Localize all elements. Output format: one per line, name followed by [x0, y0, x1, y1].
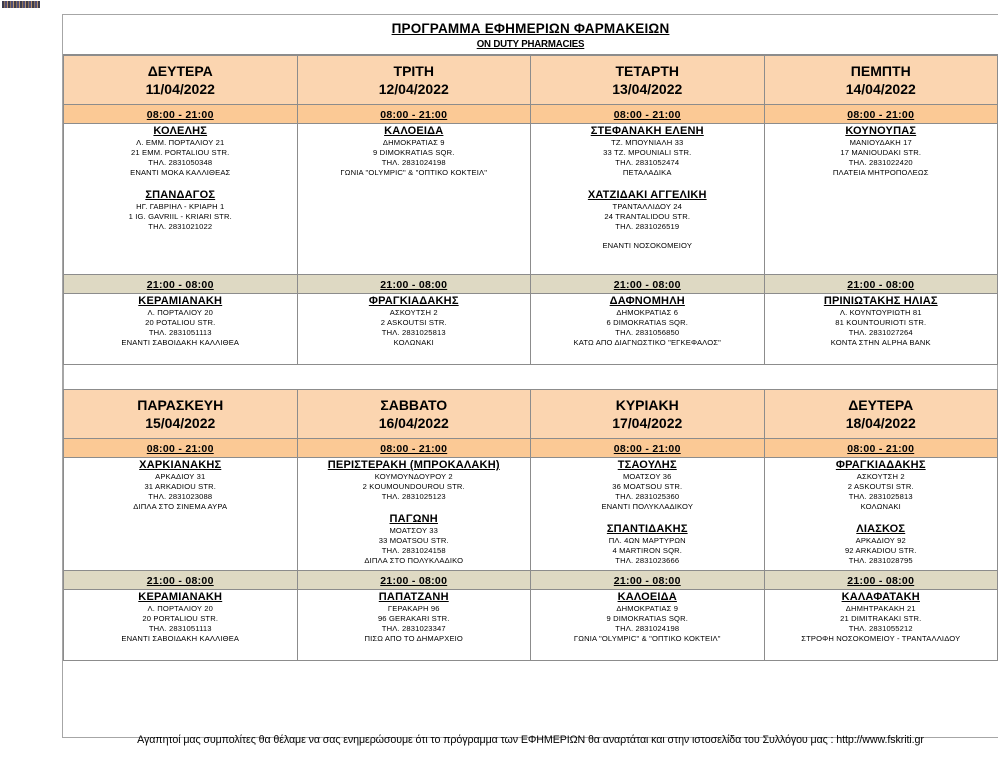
pharmacy-entry — [298, 458, 531, 502]
night-shift-cell — [64, 294, 298, 365]
pharmacy-address-en: 20 PORTALIOU STR. — [142, 614, 219, 623]
day-shift-cell — [531, 458, 765, 571]
pharmacy-address-en: 24 TRANTALIDOU STR. — [604, 212, 691, 221]
day-name: ΠΕΜΠΤΗ — [850, 63, 911, 79]
day-header-cell — [531, 56, 765, 105]
shift-label: 08:00 - 21:00 — [613, 109, 681, 121]
pharmacy-phone: ΤΗΛ. 2831028795 — [848, 556, 913, 565]
pharmacy-name: ΚΑΛΟΕΙΔΑ — [384, 125, 444, 137]
pharmacy-address-en: 9 DIMOKRATIAS SQR. — [373, 148, 455, 157]
night-shift-label-cell — [64, 275, 298, 294]
pharmacy-name: ΚΕΡΑΜΙΑΝΑΚΗ — [138, 295, 223, 307]
pharmacy-name: ΛΙΑΣΚΟΣ — [856, 523, 906, 535]
pharmacy-address-gr: ΠΛ. 4ΩΝ ΜΑΡΤΥΡΩΝ — [608, 536, 686, 545]
day-date: 17/04/2022 — [612, 415, 683, 431]
shift-label: 21:00 - 08:00 — [380, 279, 448, 291]
pharmacy-entry — [298, 590, 531, 644]
pharmacy-name: ΚΟΛΕΛΗΣ — [153, 125, 208, 137]
pharmacy-address-gr: ΑΡΚΑΔΙΟΥ 31 — [155, 472, 206, 481]
pharmacy-note: ΠΕΤΑΛΑΔΙΚΑ — [622, 168, 672, 177]
pharmacy-note: ΔΙΠΛΑ ΣΤΟ ΠΟΛΥΚΛΑΔΙΚΟ — [364, 556, 464, 565]
pharmacy-entry — [64, 124, 297, 178]
pharmacy-entry — [531, 522, 764, 566]
day-shift-cell — [64, 458, 298, 571]
day-name: ΚΥΡΙΑΚΗ — [615, 397, 679, 413]
pharmacy-phone: ΤΗΛ. 2831024198 — [615, 624, 680, 633]
pharmacy-address-gr: ΗΓ. ΓΑΒΡΙΗΛ - ΚΡΙΑΡΗ 1 — [136, 202, 225, 211]
pharmacy-name: ΧΑΤΖΙΔΑΚΙ ΑΓΓΕΛΙΚΗ — [587, 189, 707, 201]
pharmacy-address-gr: ΑΣΚΟΥΤΣΗ 2 — [389, 308, 438, 317]
pharmacy-address-gr: ΜΟΑΤΣΟΥ 36 — [622, 472, 672, 481]
day-date: 16/04/2022 — [378, 415, 449, 431]
pharmacy-phone: ΤΗΛ. 2831023347 — [381, 624, 446, 633]
document-title-block — [63, 15, 998, 55]
shift-label: 08:00 - 21:00 — [380, 109, 448, 121]
shift-label: 21:00 - 08:00 — [847, 575, 915, 587]
pharmacy-address-gr: ΔΗΜΟΚΡΑΤΙΑΣ 9 — [382, 138, 445, 147]
pharmacy-note: ΣΤΡΟΦΗ ΝΟΣΟΚΟΜΕΙΟΥ - ΤΡΑΝΤΑΛΛΙΔΟΥ — [801, 634, 961, 643]
pharmacy-address-en: 92 ARKADIOU STR. — [844, 546, 917, 555]
day-shift-cell — [531, 124, 765, 275]
day-name: ΤΕΤΑΡΤΗ — [615, 63, 679, 79]
shift-label: 21:00 - 08:00 — [613, 575, 681, 587]
night-shift-cell — [531, 590, 765, 661]
pharmacy-name: ΔΑΦΝΟΜΗΛΗ — [609, 295, 685, 307]
shift-label: 08:00 - 21:00 — [847, 109, 915, 121]
pharmacy-name: ΧΑΡΚΙΑΝΑΚΗΣ — [139, 459, 222, 471]
night-shift-label-cell — [531, 275, 765, 294]
pharmacy-address-gr: Λ. ΚΟΥΝΤΟΥΡΙΩΤΗ 81 — [839, 308, 922, 317]
shift-label: 21:00 - 08:00 — [847, 279, 915, 291]
page-corner-artifact — [2, 1, 40, 8]
pharmacy-address-gr: ΤΖ. ΜΠΟΥΝΙΑΛΗ 33 — [611, 138, 684, 147]
pharmacy-entry — [64, 188, 297, 232]
night-shift-cell — [297, 294, 531, 365]
week-separator — [63, 365, 998, 389]
pharmacy-note: ΠΛΑΤΕΙΑ ΜΗΤΡΟΠΟΛΕΩΣ — [832, 168, 929, 177]
pharmacy-entry — [531, 590, 764, 644]
day-shift-label-cell — [764, 439, 998, 458]
pharmacy-phone: ΤΗΛ. 2831024198 — [381, 158, 446, 167]
pharmacy-entry — [298, 124, 531, 178]
pharmacy-note: ΕΝΑΝΤΙ ΜΟΚΑ ΚΑΛΛΙΘΕΑΣ — [130, 168, 231, 177]
night-shift-cell — [64, 590, 298, 661]
pharmacy-name: ΣΠΑΝΔΑΓΟΣ — [145, 189, 216, 201]
night-shift-content-row — [64, 590, 998, 661]
pharmacy-note: ΕΝΑΝΤΙ ΣΑΒΟΙΔΑΚΗ ΚΑΛΛΙΘΕΑ — [121, 338, 240, 347]
page-subtitle: ON DUTY PHARMACIES — [476, 38, 585, 50]
shift-label: 21:00 - 08:00 — [146, 279, 214, 291]
pharmacy-entry — [64, 458, 297, 512]
shift-label: 08:00 - 21:00 — [146, 109, 214, 121]
day-header-cell — [531, 390, 765, 439]
day-date: 11/04/2022 — [145, 81, 215, 97]
night-shift-label-row — [64, 275, 998, 294]
pharmacy-address-en: 96 GERAKARI STR. — [377, 614, 450, 623]
day-header-cell — [297, 390, 531, 439]
pharmacy-address-en: 2 ASKOUTSI STR. — [380, 318, 447, 327]
pharmacy-name: ΠΕΡΙΣΤΕΡΑΚΗ (ΜΠΡΟΚΑΛΑΚΗ) — [327, 459, 500, 471]
pharmacy-name: ΦΡΑΓΚΙΑΔΑΚΗΣ — [368, 295, 459, 307]
pharmacy-name: ΚΑΛΟΕΙΔΑ — [617, 591, 677, 603]
day-header-row — [64, 56, 998, 105]
pharmacy-address-en: 9 DIMOKRATIAS SQR. — [606, 614, 688, 623]
pharmacy-entry — [531, 188, 764, 251]
day-shift-cell — [764, 458, 998, 571]
pharmacy-name: ΠΑΓΩΝΗ — [389, 513, 438, 525]
pharmacy-entry — [765, 458, 998, 512]
day-header-cell — [64, 390, 298, 439]
shift-label: 08:00 - 21:00 — [380, 443, 448, 455]
night-shift-label-cell — [64, 571, 298, 590]
day-shift-cell — [297, 124, 531, 275]
pharmacy-entry — [64, 590, 297, 644]
pharmacy-name: ΚΟΥΝΟΥΠΑΣ — [845, 125, 917, 137]
pharmacy-note: ΕΝΑΝΤΙ ΝΟΣΟΚΟΜΕΙΟΥ — [602, 241, 693, 250]
pharmacy-phone: ΤΗΛ. 2831022420 — [848, 158, 913, 167]
pharmacy-entry — [765, 522, 998, 566]
pharmacy-address-en: 1 IG. GAVRIIL - KRIARI STR. — [128, 212, 232, 221]
pharmacy-address-en: 31 ARKADIOU STR. — [144, 482, 217, 491]
pharmacy-address-gr: ΑΡΚΑΔΙΟΥ 92 — [855, 536, 906, 545]
day-shift-label-cell — [64, 105, 298, 124]
day-name: ΔΕΥΤΕΡΑ — [147, 63, 213, 79]
pharmacy-note: ΓΩΝΙΑ "OLYMPIC" & "ΟΠΤΙΚΟ ΚΟΚΤΕΙΛ" — [340, 168, 488, 177]
shift-label: 21:00 - 08:00 — [380, 575, 448, 587]
pharmacy-name: ΚΕΡΑΜΙΑΝΑΚΗ — [138, 591, 223, 603]
pharmacy-note: ΕΝΑΝΤΙ ΣΑΒΟΙΔΑΚΗ ΚΑΛΛΙΘΕΑ — [121, 634, 240, 643]
pharmacy-phone: ΤΗΛ. 2831025123 — [381, 492, 446, 501]
day-shift-label-cell — [764, 105, 998, 124]
day-shift-label-cell — [531, 439, 765, 458]
pharmacy-address-en: 33 TZ. MPOUNIALI STR. — [603, 148, 692, 157]
pharmacy-address-gr: Λ. ΠΟΡΤΑΛΙΟΥ 20 — [147, 604, 213, 613]
pharmacy-address-gr: ΔΗΜΟΚΡΑΤΙΑΣ 6 — [616, 308, 679, 317]
pharmacy-address-en: 17 MANIOUDAKI STR. — [840, 148, 922, 157]
footer-note: Αγαπητοί μας συμπολίτες θα θέλαμε να σας ενημερώσουμε ότι το πρόγραμμα των ΕΦΗΜΕΡΙΩΝ θα αναρτάται και στην ιστοσελίδα του Συλλόγου μας : http://www.fskriti.gr — [137, 734, 924, 746]
pharmacy-entry — [298, 512, 531, 566]
night-shift-label-cell — [764, 571, 998, 590]
pharmacy-phone: ΤΗΛ. 2831050348 — [148, 158, 213, 167]
day-date: 15/04/2022 — [145, 415, 216, 431]
day-shift-label-cell — [297, 439, 531, 458]
night-shift-label-row — [64, 571, 998, 590]
pharmacy-address-en: 20 POTALIOU STR. — [145, 318, 216, 327]
pharmacy-phone: ΤΗΛ. 2831052474 — [615, 158, 680, 167]
pharmacy-address-en: 21 DIMITRAKAKI STR. — [840, 614, 922, 623]
pharmacy-address-gr: ΤΡΑΝΤΑΛΛΙΔΟΥ 24 — [612, 202, 682, 211]
pharmacy-address-gr: ΜΟΑΤΣΟΥ 33 — [389, 526, 439, 535]
day-date: 14/04/2022 — [845, 81, 916, 97]
pharmacy-note: ΚΟΛΩΝΑΚΙ — [393, 338, 434, 347]
pharmacy-address-gr: ΔΗΜΗΤΡΑΚΑΚΗ 21 — [845, 604, 916, 613]
pharmacy-name: ΠΑΠΑΤΖΑΝΗ — [378, 591, 449, 603]
day-shift-label-cell — [64, 439, 298, 458]
pharmacy-phone: ΤΗΛ. 2831025813 — [381, 328, 446, 337]
night-shift-label-cell — [297, 571, 531, 590]
pharmacy-address-gr: ΚΟΥΜΟΥΝΔΟΥΡΟΥ 2 — [374, 472, 453, 481]
day-date: 12/04/2022 — [378, 81, 449, 97]
pharmacy-phone: ΤΗΛ. 2831055212 — [848, 624, 913, 633]
pharmacy-name: ΠΡΙΝΙΩΤΑΚΗΣ ΗΛΙΑΣ — [823, 295, 938, 307]
day-header-cell — [764, 390, 998, 439]
pharmacy-note: ΠΙΣΩ ΑΠΟ ΤΟ ΔΗΜΑΡΧΕΙΟ — [364, 634, 463, 643]
pharmacy-phone: ΤΗΛ. 2831026519 — [615, 222, 680, 231]
day-name: ΠΑΡΑΣΚΕΥΗ — [137, 397, 224, 413]
pharmacy-address-en: 6 DIMOKRATIAS SQR. — [606, 318, 688, 327]
night-shift-cell — [531, 294, 765, 365]
shift-label: 08:00 - 21:00 — [146, 443, 214, 455]
day-shift-content-row — [64, 124, 998, 275]
day-date: 18/04/2022 — [845, 415, 916, 431]
pharmacy-address-gr: Λ. ΕΜΜ. ΠΟΡΤΑΛΙΟΥ 21 — [136, 138, 225, 147]
footer — [63, 699, 998, 781]
day-header-row — [64, 390, 998, 439]
pharmacy-entry — [298, 294, 531, 348]
pharmacy-entry — [531, 458, 764, 512]
pharmacy-phone: ΤΗΛ. 2831056850 — [615, 328, 680, 337]
night-shift-cell — [297, 590, 531, 661]
pharmacy-phone: ΤΗΛ. 2831025813 — [848, 492, 913, 501]
pharmacy-name: ΤΣΑΟΥΛΗΣ — [617, 459, 677, 471]
pharmacy-note: ΚΑΤΩ ΑΠΟ ΔΙΑΓΝΩΣΤΙΚΟ "ΕΓΚΕΦΑΛΟΣ" — [573, 338, 721, 347]
pharmacy-note: ΔΙΠΛΑ ΣΤΟ ΣΙΝΕΜΑ ΑΥΡΑ — [133, 502, 228, 511]
day-header-cell — [64, 56, 298, 105]
pharmacy-phone: ΤΗΛ. 2831021022 — [148, 222, 213, 231]
day-shift-cell — [64, 124, 298, 275]
pharmacy-address-gr: Λ. ΠΟΡΤΑΛΙΟΥ 20 — [147, 308, 213, 317]
pharmacy-entry — [531, 294, 764, 348]
pharmacy-address-gr: ΓΕΡΑΚΑΡΗ 96 — [387, 604, 440, 613]
pharmacy-phone: ΤΗΛ. 2831025360 — [615, 492, 680, 501]
pharmacy-address-en: 4 MARTIRON SQR. — [612, 546, 683, 555]
pharmacy-address-en: 21 EMM. PORTALIOU STR. — [131, 148, 230, 157]
pharmacy-entry — [765, 590, 998, 644]
day-date: 13/04/2022 — [612, 81, 683, 97]
pharmacy-note: ΚΟΝΤΑ ΣΤΗΝ ALPHA BANK — [830, 338, 931, 347]
pharmacy-address-en: 33 MOATSOU STR. — [378, 536, 449, 545]
night-shift-content-row — [64, 294, 998, 365]
day-header-cell — [297, 56, 531, 105]
shift-label: 08:00 - 21:00 — [613, 443, 681, 455]
pharmacy-phone: ΤΗΛ. 2831024158 — [381, 546, 446, 555]
pharmacy-entry — [765, 294, 998, 348]
shift-label: 21:00 - 08:00 — [146, 575, 214, 587]
pharmacy-name: ΦΡΑΓΚΙΑΔΑΚΗΣ — [835, 459, 926, 471]
footer-spacer — [63, 661, 998, 699]
pharmacy-address-en: 36 MOATSOU STR. — [612, 482, 683, 491]
pharmacy-address-en: 2 KOUMOUNDOUROU STR. — [362, 482, 465, 491]
day-shift-cell — [764, 124, 998, 275]
pharmacy-entry — [64, 294, 297, 348]
pharmacy-note: ΚΟΛΩΝΑΚΙ — [860, 502, 901, 511]
day-shift-content-row — [64, 458, 998, 571]
day-name: ΣΑΒΒΑΤΟ — [380, 397, 448, 413]
pharmacy-entry — [765, 124, 998, 178]
day-shift-label-cell — [297, 105, 531, 124]
page-title: ΠΡΟΓΡΑΜΜΑ ΕΦΗΜΕΡΙΩΝ ΦΑΡΜΑΚΕΙΩΝ — [391, 21, 670, 36]
pharmacy-phone: ΤΗΛ. 2831051113 — [148, 328, 212, 337]
day-name: ΔΕΥΤΕΡΑ — [848, 397, 914, 413]
pharmacy-phone: ΤΗΛ. 2831023088 — [148, 492, 213, 501]
pharmacy-note: ΕΝΑΝΤΙ ΠΟΛΥΚΛΑΔΙΚΟΥ — [601, 502, 694, 511]
pharmacy-name: ΣΠΑΝΤΙΔΑΚΗΣ — [606, 523, 688, 535]
night-shift-label-cell — [764, 275, 998, 294]
pharmacy-name: ΣΤΕΦΑΝΑΚΗ ΕΛΕΝΗ — [590, 125, 704, 137]
night-shift-cell — [764, 294, 998, 365]
day-name: ΤΡΙΤΗ — [393, 63, 434, 79]
night-shift-cell — [764, 590, 998, 661]
pharmacy-phone: ΤΗΛ. 2831023666 — [615, 556, 680, 565]
night-shift-label-cell — [297, 275, 531, 294]
pharmacy-duty-schedule-sheet — [62, 14, 998, 746]
day-header-cell — [764, 56, 998, 105]
pharmacy-phone: ΤΗΛ. 2831027264 — [848, 328, 913, 337]
day-shift-label-row — [64, 439, 998, 458]
day-shift-cell — [297, 458, 531, 571]
night-shift-label-cell — [531, 571, 765, 590]
pharmacy-entry — [531, 124, 764, 178]
week-table-1 — [63, 55, 998, 365]
pharmacy-phone: ΤΗΛ. 2831051113 — [148, 624, 212, 633]
shift-label: 21:00 - 08:00 — [613, 279, 681, 291]
pharmacy-address-en: 2 ASKOUTSI STR. — [847, 482, 914, 491]
pharmacy-address-gr: ΜΑΝΙΟΥΔΑΚΗ 17 — [849, 138, 912, 147]
shift-label: 08:00 - 21:00 — [847, 443, 915, 455]
pharmacy-name: ΚΑΛΑΦΑΤΑΚΗ — [841, 591, 920, 603]
pharmacy-address-gr: ΔΗΜΟΚΡΑΤΙΑΣ 9 — [616, 604, 679, 613]
week-table-2 — [63, 389, 998, 661]
pharmacy-address-gr: ΑΣΚΟΥΤΣΗ 2 — [856, 472, 905, 481]
pharmacy-note: ΓΩΝΙΑ "OLYMPIC" & "ΟΠΤΙΚΟ ΚΟΚΤΕΙΛ" — [573, 634, 721, 643]
day-shift-label-row — [64, 105, 998, 124]
day-shift-label-cell — [531, 105, 765, 124]
pharmacy-address-en: 81 KOUNTOURIOTI STR. — [835, 318, 927, 327]
